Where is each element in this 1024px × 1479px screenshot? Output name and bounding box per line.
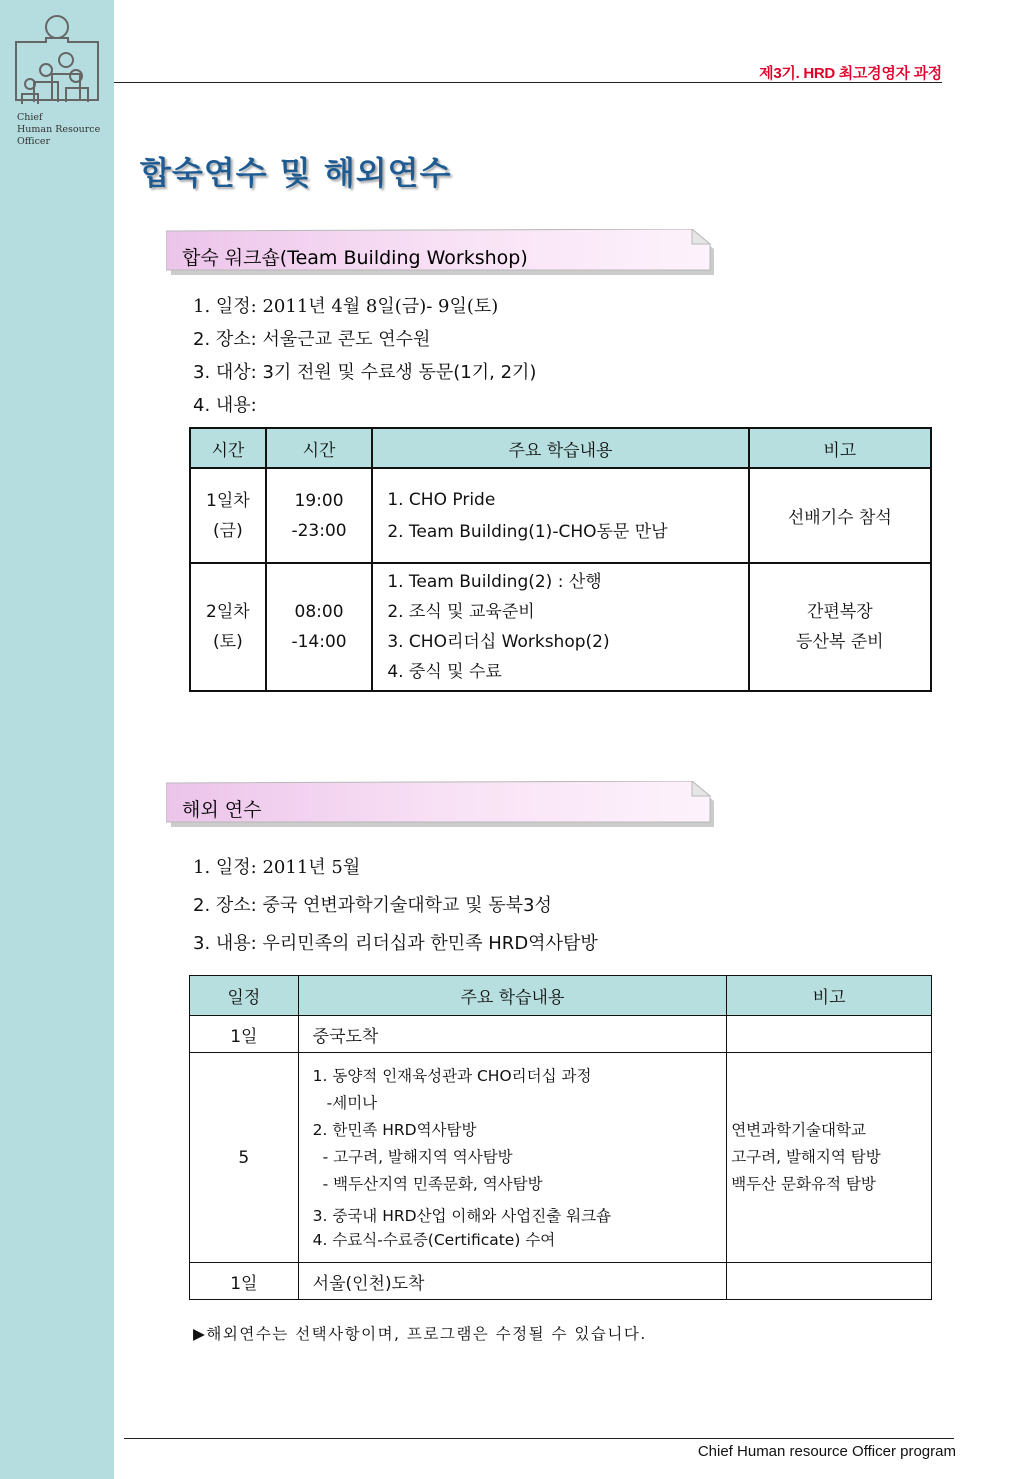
info-item: 1. 일정: 2011년 5월 bbox=[193, 857, 361, 878]
day-line: (토) bbox=[213, 632, 243, 652]
content-cell bbox=[298, 1016, 727, 1053]
info-item: 1. 일정: 2011년 4월 8일(금)- 9일(토) bbox=[193, 296, 499, 317]
note-cell bbox=[749, 468, 931, 563]
overseas-schedule-table bbox=[189, 975, 932, 1300]
logo-text bbox=[17, 112, 112, 148]
note-cell bbox=[727, 1263, 932, 1300]
section-title: 합숙 워크숍(Team Building Workshop) bbox=[182, 247, 528, 269]
table-row bbox=[190, 1053, 932, 1263]
workshop-info-list bbox=[193, 290, 536, 422]
content-line: 서울(인천)도착 bbox=[312, 1273, 425, 1294]
day-line: 2일차 bbox=[206, 602, 250, 622]
info-item: 2. 장소: 중국 연변과학기술대학교 및 동북3성 bbox=[193, 895, 552, 916]
table-row bbox=[190, 1016, 932, 1053]
section-title: 해외 연수 bbox=[182, 799, 262, 821]
sidebar bbox=[0, 0, 114, 1479]
footer-text: Chief Human resource Officer program bbox=[697, 1443, 956, 1460]
note-line: 선배기수 참석 bbox=[787, 508, 892, 528]
day-line: 1일차 bbox=[206, 490, 250, 511]
note-line: 연변과학기술대학교 bbox=[731, 1121, 866, 1139]
table-row bbox=[190, 1263, 932, 1300]
content-line: -세미나 bbox=[326, 1094, 378, 1112]
content-cell bbox=[372, 563, 748, 691]
footer-divider bbox=[124, 1438, 954, 1439]
content-line: 1. Team Building(2) : 산행 bbox=[387, 572, 602, 592]
workshop-schedule-table bbox=[189, 427, 932, 692]
info-item: 3. 내용: 우리민족의 리더십과 한민족 HRD역사탐방 bbox=[193, 933, 598, 954]
table-header: 비고 bbox=[749, 428, 931, 468]
schedule-cell: 5 bbox=[190, 1053, 299, 1263]
table-row bbox=[190, 468, 931, 563]
logo-text-line: Human Resource bbox=[17, 124, 101, 135]
logo-text-line: Officer bbox=[17, 136, 51, 147]
info-item: 3. 대상: 3기 전원 및 수료생 동문(1기, 2기) bbox=[193, 362, 537, 383]
day-cell bbox=[190, 563, 266, 691]
content-line: - 백두산지역 민족문화, 역사탐방 bbox=[322, 1175, 543, 1193]
time-line: 19:00 bbox=[294, 490, 344, 511]
time-line: -14:00 bbox=[291, 632, 347, 652]
table-header: 시간 bbox=[266, 428, 373, 468]
info-item: 4. 내용: bbox=[193, 395, 257, 416]
page-title: 합숙연수 및 해외연수 bbox=[140, 154, 452, 192]
content-line: 2. 조식 및 교육준비 bbox=[387, 602, 535, 622]
time-cell bbox=[266, 563, 373, 691]
section-banner-overseas bbox=[166, 781, 714, 827]
day-line: (금) bbox=[213, 520, 243, 541]
content-cell bbox=[298, 1263, 727, 1300]
table-header: 일정 bbox=[190, 976, 299, 1016]
content-line: 1. 동양적 인재육성관과 CHO리더십 과정 bbox=[312, 1067, 592, 1085]
logo-people-icon bbox=[10, 12, 104, 112]
overseas-info-list bbox=[193, 849, 598, 963]
section-banner-workshop bbox=[166, 229, 714, 275]
content-line: 1. CHO Pride bbox=[387, 489, 496, 510]
table-header: 주요 학습내용 bbox=[372, 428, 748, 468]
schedule-cell: 1일 bbox=[190, 1263, 299, 1300]
note-line: 고구려, 발해지역 탐방 bbox=[731, 1148, 881, 1166]
note-line: 등산복 준비 bbox=[796, 632, 884, 652]
note-line: 간편복장 bbox=[806, 602, 873, 622]
footnote: ▶해외연수는 선택사항이며, 프로그램은 수정될 수 있습니다. bbox=[193, 1325, 647, 1343]
note-cell bbox=[749, 563, 931, 691]
content-line: 4. 수료식-수료증(Certificate) 수여 bbox=[312, 1231, 556, 1249]
header-title: 제3기. HRD 최고경영자 과정 bbox=[759, 65, 942, 82]
day-cell bbox=[190, 468, 266, 563]
content-line: 4. 중식 및 수료 bbox=[387, 662, 502, 682]
table-header: 비고 bbox=[727, 976, 932, 1016]
content-cell bbox=[298, 1053, 727, 1263]
content-cell bbox=[372, 468, 748, 563]
table-header: 주요 학습내용 bbox=[298, 976, 727, 1016]
table-row bbox=[190, 563, 931, 691]
content-line: 2. 한민족 HRD역사탐방 bbox=[312, 1121, 477, 1139]
note-cell bbox=[727, 1053, 932, 1263]
time-line: -23:00 bbox=[291, 520, 347, 541]
time-line: 08:00 bbox=[294, 602, 344, 622]
note-line: 백두산 문화유적 탐방 bbox=[731, 1175, 876, 1193]
content-line: 3. 중국내 HRD산업 이해와 사업진출 워크숍 bbox=[312, 1207, 612, 1225]
note-cell bbox=[727, 1016, 932, 1053]
schedule-cell: 1일 bbox=[190, 1016, 299, 1053]
time-cell bbox=[266, 468, 373, 563]
content-line: 중국도착 bbox=[312, 1026, 379, 1047]
table-header: 시간 bbox=[190, 428, 266, 468]
info-item: 2. 장소: 서울근교 콘도 연수원 bbox=[193, 329, 431, 350]
content-line: 2. Team Building(1)-CHO동문 만남 bbox=[387, 521, 668, 542]
logo-text-line: Chief bbox=[17, 112, 43, 123]
content-line: - 고구려, 발해지역 역사탐방 bbox=[322, 1148, 513, 1166]
content-line: 3. CHO리더십 Workshop(2) bbox=[387, 632, 610, 652]
header-divider bbox=[114, 82, 942, 83]
